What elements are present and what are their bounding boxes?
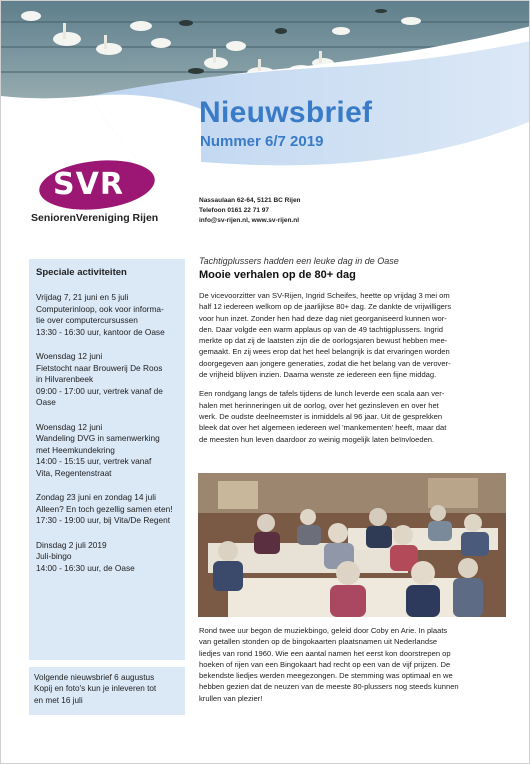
activity-line: Oase <box>36 397 56 407</box>
activity-item <box>36 292 179 338</box>
activity-line: 17:30 - 19:00 uur, bij Vita/De Regent <box>36 515 171 525</box>
article-paragraph <box>199 388 507 444</box>
next-newsletter-notice <box>29 667 185 715</box>
activity-line: Vrijdag 7, 21 juni en 5 juli <box>36 292 129 302</box>
activity-item <box>36 351 179 409</box>
address-contact: info@sv-rijen.nl, www.sv-rijen.nl <box>199 217 300 224</box>
article-headline: Mooie verhalen op de 80+ dag <box>199 269 356 281</box>
paragraph-line: doorgegeven aan jongere generaties, zodat die het belang van de verover- <box>199 358 451 368</box>
activity-line: Woensdag 12 juni <box>36 421 103 432</box>
activity-line: Fietstocht naar Brouwerij De Roos <box>36 362 163 373</box>
article-kicker: Tachtigplussers hadden een leuke dag in de Oase <box>199 256 399 266</box>
paragraph-line: halen met herinneringen uit de oorlog, over het gezinsleven en over het <box>199 400 439 410</box>
paragraph-line: Rond twee uur begon de muziekbingo, geleid door Coby en Arie. In plaats <box>199 626 448 635</box>
activity-line: 13:30 - 16:30 uur, kantoor de Oase <box>36 326 165 337</box>
paragraph-line: hoeken of rijen van een Bingokaart had recht op een van de vijf prijzen. De <box>199 659 451 669</box>
activity-line: tie over computercursussen <box>36 315 138 325</box>
address-street: Nassaulaan 62-64, 5121 BC Rijen <box>199 197 301 204</box>
activity-line: Vita, Regentenstraat <box>36 467 112 478</box>
paragraph-line: hebben gezien dat de neuzen van de meeste 80-plussers nog steeds kunnen <box>199 682 459 692</box>
main-article <box>199 256 507 445</box>
paragraph-line: half 12 iedereen welkom op de jaarlijkse 80+ dag. Ze dankte de vrijwilligers <box>199 302 452 312</box>
paragraph-line: De vicevoorzitter van SV-Rijen, Ingrid Scheifes, heette op vrijdag 3 mei om <box>199 291 450 300</box>
paragraph-line: Een rondgang langs de tafels tijdens de lunch leverde een scala aan ver- <box>199 389 445 399</box>
activity-line: 14:00 - 16:30 uur, de Oase <box>36 562 135 573</box>
activity-line: met Heemkundekring <box>36 444 115 455</box>
activity-item <box>36 422 179 480</box>
notice-line: en met 16 juli <box>34 695 83 705</box>
paragraph-line: voor hun inzet. Zonder hen had deze dag niet georganiseerd kunnen wor- <box>199 313 447 323</box>
activity-line: Wandeling DVG in samenwerking <box>36 433 160 443</box>
activity-line: Dinsdag 2 juli 2019 <box>36 539 107 550</box>
paragraph-line: werk. De oudste deelneemster is inmiddels al 96 jaar. Uit de gesprekken <box>199 411 443 421</box>
paragraph-line: de vrijheid blijven inzien. Daarna wenste ze iedereen een fijne middag. <box>199 370 437 380</box>
paragraph-line: de meesten hun leven daardoor zo weinig mogelijk laten beïnvloeden. <box>199 434 435 444</box>
article-paragraph-bingo <box>199 625 507 704</box>
notice-line: Volgende nieuwsbrief 6 augustus <box>34 673 155 682</box>
notice-line: Kopij en foto's kun je inleveren tot <box>34 684 157 694</box>
activity-line: Juli-bingo <box>36 551 72 561</box>
issue-number: Nummer 6/7 2019 <box>200 133 324 150</box>
paragraph-line: liedjes van rond 1960. Wie een aantal namen het eerst kon doorstrepen op <box>199 648 451 658</box>
activity-line: in Hilvarenbeek <box>36 374 94 384</box>
bingo-event-photo <box>198 473 506 617</box>
sidebar-title: Speciale activiteiten <box>36 267 127 278</box>
logo-acronym: SVR <box>53 167 124 202</box>
activity-item <box>36 492 179 527</box>
article-paragraph <box>199 290 507 380</box>
contact-address <box>199 196 301 226</box>
paragraph-line: bekendste liedjes werden meegezongen. De stemming was optimaal en we <box>199 671 453 681</box>
activity-line: Computerinloop, ook voor informa- <box>36 303 164 314</box>
paragraph-line: krullen van plezier! <box>199 693 263 703</box>
activity-item <box>36 540 179 575</box>
paragraph-line: den. Daar volgde een warm applaus op van de 49 tachtigplussers. Ingrid <box>199 324 443 334</box>
activity-line: 14:00 - 15:15 uur, vertrek vanaf <box>36 456 152 466</box>
paragraph-line: bleek dat over het algemeen iedereen wel 'mankementen' heeft, maar dat <box>199 423 447 433</box>
activity-line: Alleen? En toch gezellig samen eten! <box>36 503 173 514</box>
logo-organization-name: SeniorenVereniging Rijen <box>31 212 159 224</box>
address-phone: Telefoon 0161 22 71 97 <box>199 207 269 214</box>
newsletter-title: Nieuwsbrief <box>199 96 373 129</box>
paragraph-line: merkte op dat zij de laatsten zijn die de oorlogsjaren bewust hebben mee- <box>199 336 448 346</box>
activity-line: Woensdag 12 juni <box>36 351 103 361</box>
seniors-at-tables-image <box>198 473 506 617</box>
paragraph-line: gemaakt. En zij wees erop dat het heel belangrijk is dat ervaringen worden <box>199 347 450 357</box>
svr-logo <box>31 161 201 231</box>
activity-line: Zondag 23 juni en zondag 14 juli <box>36 492 156 502</box>
special-activities-sidebar <box>29 259 185 660</box>
activity-line: 09:00 - 17:00 uur, vertrek vanaf de <box>36 385 163 396</box>
paragraph-line: van getallen stonden op de bingokaarten plaatsnamen uit Nederlandse <box>199 637 438 647</box>
